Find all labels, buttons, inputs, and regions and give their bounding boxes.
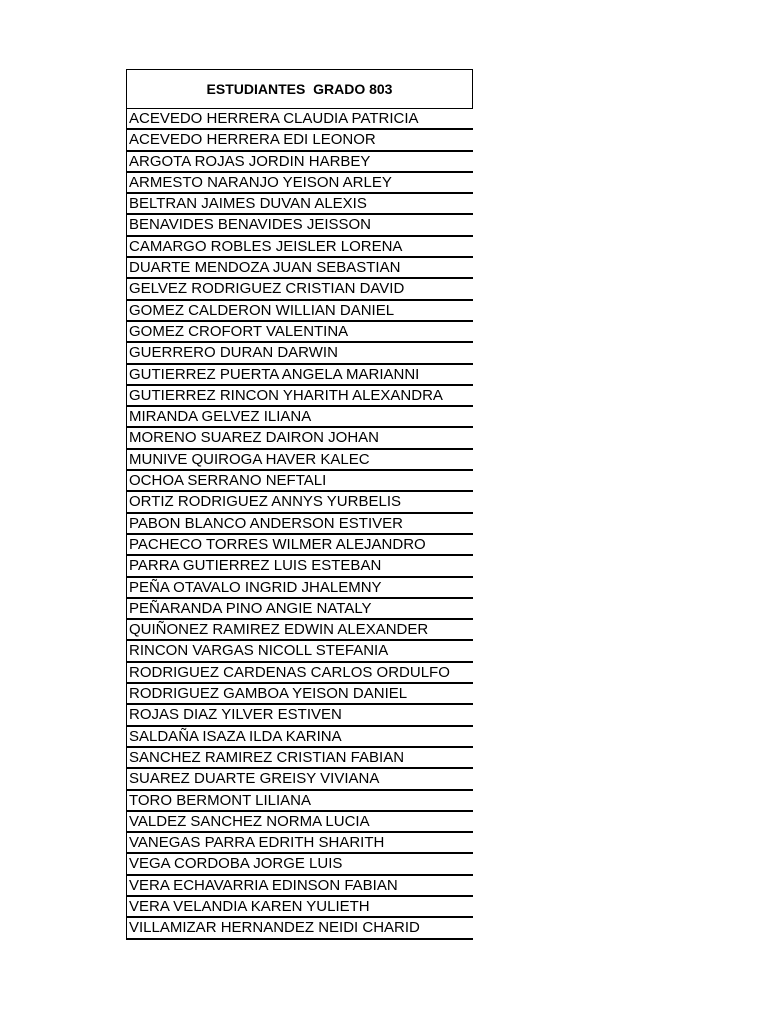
student-row: CAMARGO ROBLES JEISLER LORENA [127, 237, 473, 258]
table-header-title: ESTUDIANTES GRADO 803 [126, 69, 473, 109]
student-row: ARGOTA ROJAS JORDIN HARBEY [127, 152, 473, 173]
student-row: BENAVIDES BENAVIDES JEISSON [127, 215, 473, 236]
student-row: MIRANDA GELVEZ ILIANA [127, 407, 473, 428]
student-row: ACEVEDO HERRERA CLAUDIA PATRICIA [127, 109, 473, 130]
student-row: MORENO SUAREZ DAIRON JOHAN [127, 428, 473, 449]
student-row: OCHOA SERRANO NEFTALI [127, 471, 473, 492]
student-row: VERA ECHAVARRIA EDINSON FABIAN [127, 876, 473, 897]
student-row: GOMEZ CALDERON WILLIAN DANIEL [127, 301, 473, 322]
student-row: PABON BLANCO ANDERSON ESTIVER [127, 514, 473, 535]
student-row: MUNIVE QUIROGA HAVER KALEC [127, 450, 473, 471]
student-row: QUIÑONEZ RAMIREZ EDWIN ALEXANDER [127, 620, 473, 641]
student-row: ACEVEDO HERRERA EDI LEONOR [127, 130, 473, 151]
student-row: RODRIGUEZ GAMBOA YEISON DANIEL [127, 684, 473, 705]
student-row: VILLAMIZAR HERNANDEZ NEIDI CHARID [127, 918, 473, 939]
student-row: SUAREZ DUARTE GREISY VIVIANA [127, 769, 473, 790]
student-row: PEÑA OTAVALO INGRID JHALEMNY [127, 578, 473, 599]
student-row: ORTIZ RODRIGUEZ ANNYS YURBELIS [127, 492, 473, 513]
student-list-table [126, 69, 473, 940]
student-row: VERA VELANDIA KAREN YULIETH [127, 897, 473, 918]
student-row: VALDEZ SANCHEZ NORMA LUCIA [127, 812, 473, 833]
student-row: RODRIGUEZ CARDENAS CARLOS ORDULFO [127, 663, 473, 684]
student-row: PACHECO TORRES WILMER ALEJANDRO [127, 535, 473, 556]
student-row: TORO BERMONT LILIANA [127, 791, 473, 812]
student-row: SANCHEZ RAMIREZ CRISTIAN FABIAN [127, 748, 473, 769]
student-row: RINCON VARGAS NICOLL STEFANIA [127, 641, 473, 662]
student-row: GUTIERREZ PUERTA ANGELA MARIANNI [127, 365, 473, 386]
student-row: PEÑARANDA PINO ANGIE NATALY [127, 599, 473, 620]
student-row: VEGA CORDOBA JORGE LUIS [127, 854, 473, 875]
student-row: ROJAS DIAZ YILVER ESTIVEN [127, 705, 473, 726]
student-row: GELVEZ RODRIGUEZ CRISTIAN DAVID [127, 279, 473, 300]
student-row: GUERRERO DURAN DARWIN [127, 343, 473, 364]
student-row: SALDAÑA ISAZA ILDA KARINA [127, 727, 473, 748]
student-row: BELTRAN JAIMES DUVAN ALEXIS [127, 194, 473, 215]
student-row: ARMESTO NARANJO YEISON ARLEY [127, 173, 473, 194]
student-row: GOMEZ CROFORT VALENTINA [127, 322, 473, 343]
student-row: VANEGAS PARRA EDRITH SHARITH [127, 833, 473, 854]
student-row: DUARTE MENDOZA JUAN SEBASTIAN [127, 258, 473, 279]
student-rows [126, 109, 473, 940]
student-row: PARRA GUTIERREZ LUIS ESTEBAN [127, 556, 473, 577]
student-row: GUTIERREZ RINCON YHARITH ALEXANDRA [127, 386, 473, 407]
